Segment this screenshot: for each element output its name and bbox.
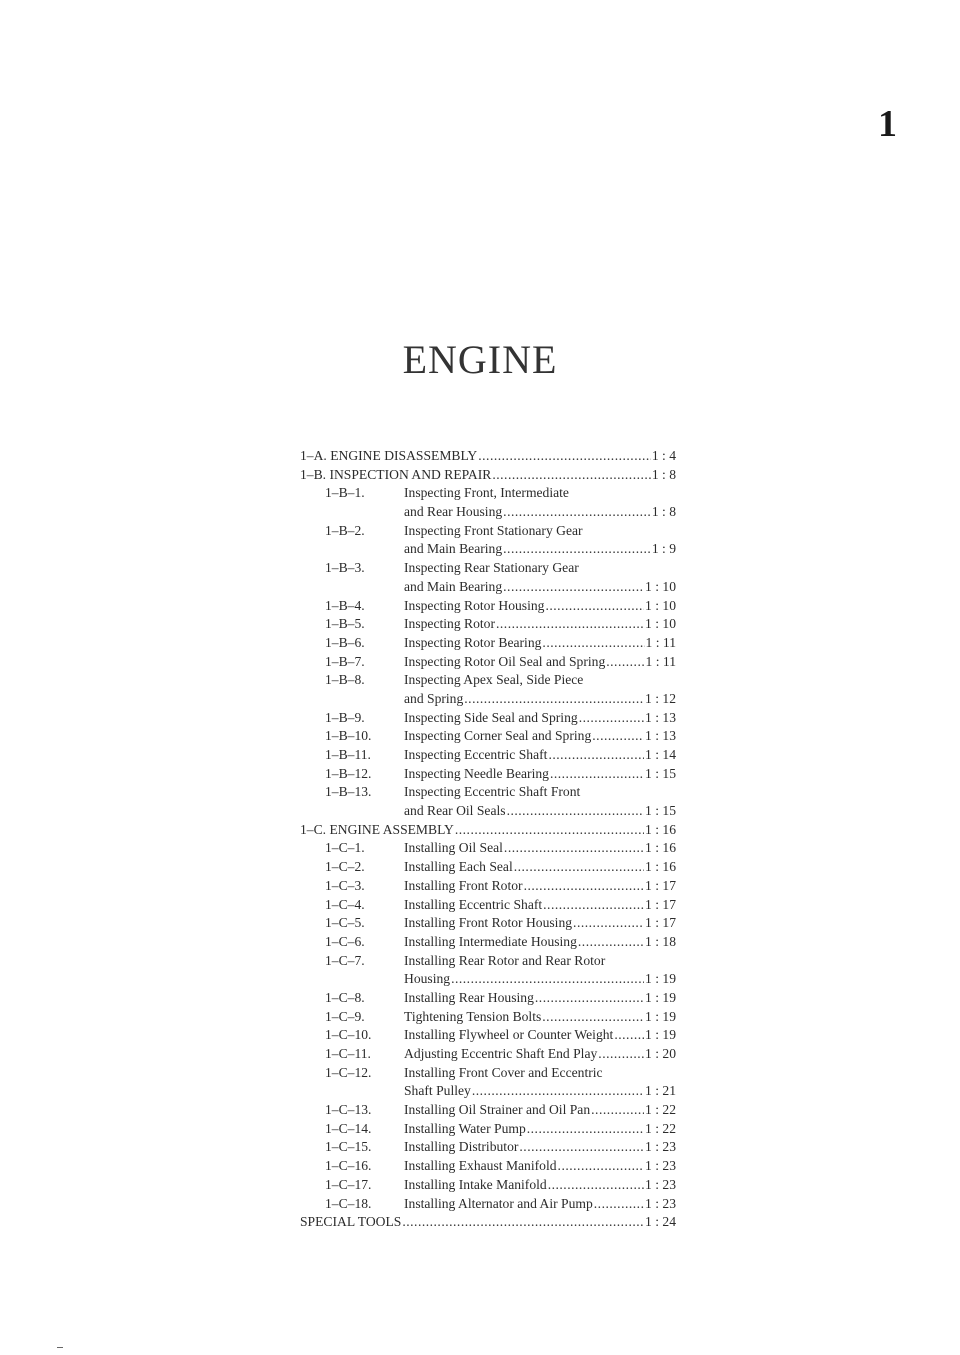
toc-entry-number: 1–C–1. <box>325 840 365 856</box>
toc-entry <box>0 597 960 616</box>
toc-entry <box>0 466 960 485</box>
toc-entry-page: 1 : 13 <box>645 709 676 725</box>
toc-entry-page: 1 : 16 <box>645 821 676 837</box>
toc-entry-page: 1 : 24 <box>645 1214 676 1230</box>
toc-entry <box>0 1213 960 1232</box>
toc-entry-title: Inspecting Front, Intermediate <box>404 485 569 501</box>
toc-entry-page: 1 : 17 <box>645 877 676 893</box>
toc-entry-number: 1–C–2. <box>325 859 365 875</box>
toc-entry-page: 1 : 19 <box>645 989 676 1005</box>
toc-entry-text <box>404 709 676 728</box>
toc-entry-number: 1–B–11. <box>325 747 371 762</box>
toc-entry-text <box>404 989 676 1008</box>
toc-entry-text <box>404 783 676 802</box>
toc-entry-title: Shaft Pulley ..... <box>404 1082 644 1101</box>
toc-entry-title: Inspecting Rotor Oil Seal and Spring ..... <box>404 653 645 672</box>
toc-entry-text <box>404 597 676 616</box>
toc-entry-page: 1 : 19 <box>645 971 676 987</box>
toc-entry-title: Installing Eccentric Shaft ..... <box>404 896 644 915</box>
toc-entry-title: 1–B. INSPECTION AND REPAIR ..... <box>300 466 651 485</box>
toc-entry-page: 1 : 17 <box>645 915 676 931</box>
toc-entry-text <box>404 1008 676 1027</box>
toc-entry <box>0 484 960 503</box>
toc-entry-text <box>404 914 676 933</box>
toc-entry-text <box>404 933 676 952</box>
toc-entry-number: 1–C–12. <box>325 1064 372 1080</box>
toc-entry-title: Inspecting Rotor Bearing ..... <box>404 634 645 653</box>
toc-entry <box>0 858 960 877</box>
toc-entry-text <box>300 447 676 466</box>
toc-entry-title: Inspecting Rotor Housing ..... <box>404 597 644 616</box>
toc-entry-number: 1–C–16. <box>325 1158 372 1174</box>
toc-entry-page: 1 : 10 <box>645 597 676 613</box>
toc-entry-text <box>404 765 676 784</box>
toc-entry-number: 1–B–9. <box>325 709 365 725</box>
toc-entry-number: 1–C–17. <box>325 1176 372 1192</box>
toc-entry-text <box>404 1157 676 1176</box>
toc-entry <box>0 1157 960 1176</box>
toc-entry-page: 1 : 20 <box>645 1046 676 1061</box>
toc-entry-text <box>404 540 676 559</box>
toc-entry <box>0 933 960 952</box>
toc-entry-number: 1–C–18. <box>325 1195 372 1211</box>
toc-entry-number: 1–C–10. <box>325 1027 372 1043</box>
toc-entry-number: 1–B–12. <box>325 765 372 781</box>
toc-entry-title: Inspecting Apex Seal, Side Piece <box>404 672 584 688</box>
toc-entry-page: 1 : 18 <box>645 933 676 949</box>
toc-entry <box>0 1082 960 1101</box>
toc-entry-title: Installing Front Rotor ..... <box>404 877 644 896</box>
toc-entry-text <box>404 1176 676 1195</box>
toc-entry-title: 1–A. ENGINE DISASSEMBLY ..... <box>300 447 651 466</box>
toc-entry-text <box>404 877 676 896</box>
toc-entry-page: 1 : 11 <box>645 634 676 650</box>
toc-entry-text <box>404 1120 676 1139</box>
toc-entry-page: 1 : 21 <box>645 1083 676 1099</box>
toc-entry-number: 1–C–8. <box>325 989 365 1005</box>
toc-entry-page: 1 : 11 <box>645 653 676 669</box>
toc-entry-number: 1–C–6. <box>325 933 365 949</box>
toc-entry <box>0 746 960 765</box>
toc-entry-number: 1–B–5. <box>325 616 365 632</box>
toc-entry-title: Installing Exhaust Manifold ..... <box>404 1157 644 1176</box>
toc-entry-text <box>404 1138 676 1157</box>
toc-entry <box>0 1064 960 1083</box>
toc-entry-number: 1–C–9. <box>325 1008 365 1024</box>
toc-entry <box>0 765 960 784</box>
toc-entry-text <box>404 1101 676 1120</box>
toc-entry-title: Inspecting Corner Seal and Spring ..... <box>404 727 644 746</box>
toc-entry-number: 1–B–4. <box>325 597 365 613</box>
toc-entry-title: SPECIAL TOOLS ..... <box>300 1213 644 1232</box>
toc-entry-text <box>404 952 676 971</box>
toc-entry-title: Installing Oil Strainer and Oil Pan ..... <box>404 1101 644 1120</box>
toc-entry-page: 1 : 8 <box>651 504 676 520</box>
toc-entry <box>0 447 960 466</box>
toc-entry <box>0 690 960 709</box>
toc-entry-text <box>404 690 676 709</box>
toc-entry <box>0 540 960 559</box>
toc-entry-title: Inspecting Eccentric Shaft ..... <box>404 746 644 765</box>
toc-entry <box>0 578 960 597</box>
toc-entry-title: Housing ..... <box>404 970 644 989</box>
toc-entry-title: Installing Intake Manifold ..... <box>404 1176 644 1195</box>
toc-entry-number: 1–B–13. <box>325 784 372 800</box>
toc-entry <box>0 802 960 821</box>
toc-entry-page: 1 : 15 <box>645 765 676 781</box>
toc-entry-number: 1–C–5. <box>325 915 365 931</box>
toc-entry-title: Inspecting Needle Bearing ..... <box>404 765 644 784</box>
toc-entry <box>0 821 960 840</box>
toc-entry-page: 1 : 9 <box>651 541 676 557</box>
toc-entry-text <box>404 802 676 821</box>
toc-entry-text <box>404 653 676 672</box>
toc-entry <box>0 709 960 728</box>
toc-entry-title: Installing Alternator and Air Pump ..... <box>404 1195 644 1214</box>
toc-entry-title: Installing Oil Seal ..... <box>404 839 644 858</box>
toc-entry-text <box>404 746 676 765</box>
toc-entry-text <box>404 727 676 746</box>
toc-entry <box>0 1138 960 1157</box>
toc-entry <box>0 783 960 802</box>
toc-entry <box>0 839 960 858</box>
toc-entry-number: 1–C–15. <box>325 1139 372 1155</box>
toc-entry-page: 1 : 12 <box>645 690 676 706</box>
toc-entry-page: 1 : 14 <box>645 747 676 762</box>
toc-entry-page: 1 : 16 <box>645 840 676 856</box>
toc-entry-text <box>404 522 676 541</box>
toc-entry-text <box>404 634 676 653</box>
toc-entry-title: and Rear Housing ..... <box>404 503 651 522</box>
toc-entry-page: 1 : 4 <box>651 448 676 463</box>
toc-entry-number: 1–B–3. <box>325 560 365 576</box>
toc-entry-text <box>300 1213 676 1232</box>
toc-entry-page: 1 : 23 <box>645 1139 676 1155</box>
toc-entry <box>0 1120 960 1139</box>
toc-entry-number: 1–C–13. <box>325 1102 372 1118</box>
toc-entry-page: 1 : 23 <box>645 1176 676 1192</box>
toc-entry-number: 1–B–6. <box>325 634 365 650</box>
toc-entry <box>0 615 960 634</box>
toc-entry-page: 1 : 17 <box>645 896 676 912</box>
toc-entry <box>0 1026 960 1045</box>
toc-entry-title: Inspecting Rear Stationary Gear <box>404 560 579 576</box>
toc-entry-title: Installing Distributor ..... <box>404 1138 644 1157</box>
toc-entry <box>0 671 960 690</box>
toc-entry-title: Tightening Tension Bolts ..... <box>404 1008 644 1027</box>
toc-entry-number: 1–B–7. <box>325 653 365 669</box>
toc-entry-title: Installing Flywheel or Counter Weight ..... <box>404 1026 644 1045</box>
toc-entry <box>0 1008 960 1027</box>
toc-entry-title: Inspecting Side Seal and Spring ..... <box>404 709 644 728</box>
toc-entry-text <box>404 858 676 877</box>
table-of-contents <box>0 447 960 1232</box>
toc-entry-text <box>404 1064 676 1083</box>
toc-entry-title: Installing Rear Rotor and Rear Rotor <box>404 952 606 968</box>
toc-entry-page: 1 : 10 <box>645 616 676 632</box>
toc-entry <box>0 653 960 672</box>
toc-entry-text <box>404 1082 676 1101</box>
toc-entry-text <box>404 559 676 578</box>
toc-entry-page: 1 : 23 <box>645 1158 676 1174</box>
toc-entry-title: and Rear Oil Seals ..... <box>404 802 644 821</box>
toc-entry-number: 1–B–8. <box>325 672 365 688</box>
toc-entry-title: Inspecting Rotor ..... <box>404 615 644 634</box>
toc-entry <box>0 1195 960 1214</box>
toc-entry <box>0 559 960 578</box>
toc-entry-title: Installing Intermediate Housing ..... <box>404 933 644 952</box>
toc-entry-title: Inspecting Front Stationary Gear <box>404 522 583 538</box>
toc-entry-number: 1–C–4. <box>325 896 365 912</box>
toc-entry <box>0 1176 960 1195</box>
toc-entry-text <box>404 1045 676 1064</box>
toc-entry-number: 1–B–1. <box>325 485 365 501</box>
toc-entry-number: 1–C–3. <box>325 877 365 893</box>
page-mark <box>57 1347 63 1348</box>
toc-entry-page: 1 : 10 <box>645 578 676 594</box>
toc-entry-number: 1–C–11. <box>325 1046 371 1061</box>
toc-entry-title: Installing Front Rotor Housing ..... <box>404 914 644 933</box>
toc-entry-page: 1 : 16 <box>645 859 676 875</box>
toc-entry <box>0 914 960 933</box>
toc-entry-text <box>404 839 676 858</box>
toc-entry-title: and Main Bearing ..... <box>404 578 644 597</box>
toc-entry <box>0 896 960 915</box>
toc-entry <box>0 727 960 746</box>
toc-entry-title: and Main Bearing ..... <box>404 540 651 559</box>
toc-entry-title: Installing Front Cover and Eccentric <box>404 1064 603 1080</box>
toc-entry-text <box>404 1026 676 1045</box>
toc-entry-text <box>300 466 676 485</box>
toc-entry <box>0 503 960 522</box>
toc-entry <box>0 952 960 971</box>
toc-entry-page: 1 : 15 <box>645 803 676 819</box>
toc-entry-title: 1–C. ENGINE ASSEMBLY ..... <box>300 821 644 840</box>
toc-entry-page: 1 : 22 <box>645 1120 676 1136</box>
toc-entry-page: 1 : 22 <box>645 1102 676 1118</box>
toc-entry-page: 1 : 8 <box>651 466 676 482</box>
page-number: 1 <box>878 103 897 145</box>
toc-entry-text <box>404 970 676 989</box>
toc-entry <box>0 970 960 989</box>
chapter-title: ENGINE <box>402 337 558 382</box>
toc-entry-title: Inspecting Eccentric Shaft Front <box>404 784 581 800</box>
toc-entry-page: 1 : 13 <box>645 728 676 744</box>
toc-entry <box>0 989 960 1008</box>
toc-entry-page: 1 : 19 <box>645 1008 676 1024</box>
toc-entry-text <box>404 671 676 690</box>
toc-entry-text <box>404 578 676 597</box>
toc-entry-title: Installing Water Pump ..... <box>404 1120 644 1139</box>
toc-entry-title: Adjusting Eccentric Shaft End Play ..... <box>404 1045 644 1064</box>
toc-entry <box>0 634 960 653</box>
toc-entry-number: 1–C–7. <box>325 952 365 968</box>
toc-entry <box>0 1045 960 1064</box>
toc-entry-title: and Spring ..... <box>404 690 644 709</box>
toc-entry <box>0 522 960 541</box>
toc-entry <box>0 1101 960 1120</box>
toc-entry-text <box>300 821 676 840</box>
toc-entry-title: Installing Rear Housing ..... <box>404 989 644 1008</box>
toc-entry-text <box>404 615 676 634</box>
toc-entry-number: 1–B–2. <box>325 522 365 538</box>
toc-entry-number: 1–B–10. <box>325 728 372 744</box>
toc-entry-number: 1–C–14. <box>325 1120 372 1136</box>
toc-entry <box>0 877 960 896</box>
toc-entry-text <box>404 1195 676 1214</box>
toc-entry-page: 1 : 19 <box>645 1027 676 1043</box>
toc-entry-text <box>404 484 676 503</box>
toc-entry-title: Installing Each Seal ..... <box>404 858 644 877</box>
toc-entry-text <box>404 896 676 915</box>
toc-entry-page: 1 : 23 <box>645 1195 676 1211</box>
toc-entry-text <box>404 503 676 522</box>
